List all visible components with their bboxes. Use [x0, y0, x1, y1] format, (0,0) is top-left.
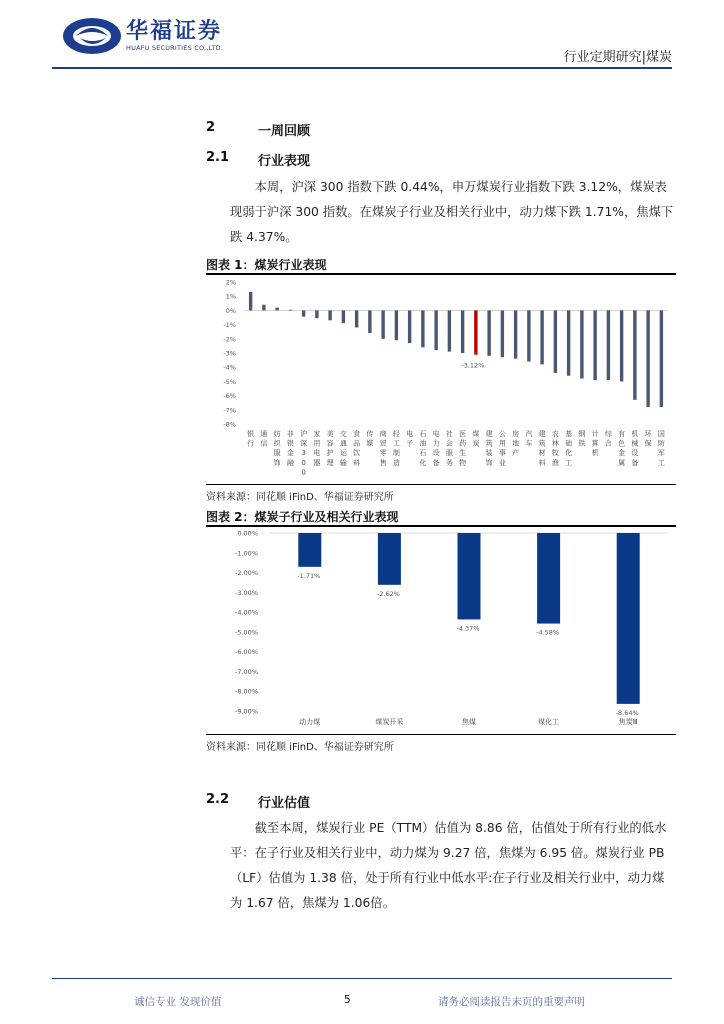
y-tick-label: -3.00% [235, 588, 258, 597]
section-2-title: 一周回顾 [258, 124, 311, 139]
y-tick-label: -1.00% [235, 549, 258, 558]
x-tick-label: 食 [353, 430, 361, 438]
x-tick-label: 动力煤 [299, 718, 321, 726]
x-tick-label: 钢 [578, 430, 586, 438]
bar-轻工制造 [395, 310, 398, 340]
x-tick-label: 煤 [472, 430, 480, 438]
x-tick-label: 轻 [392, 430, 400, 438]
bar-钢铁 [580, 310, 583, 378]
x-tick-label: 饰 [273, 458, 281, 467]
x-tick-label: 汽 [525, 430, 533, 438]
bar-电子 [408, 310, 411, 343]
valuation-text: 截至本周，煤炭行业 PE（TTM）估值为 8.86 倍，估值处于所有行业的低水平：在子行业及相关行业中，动力煤为 9.27 倍，焦煤为 6.95 倍。煤炭行业 PB（LF）估值为 1.38 倍，处于所有行业中低水平:在子行业及相关行业中，动力煤为 1.67 倍，焦煤为 1.06倍。 [230, 821, 667, 910]
x-tick-label: 焦煤 [462, 718, 476, 726]
x-tick-label: 力 [432, 439, 440, 448]
bar-社会服务 [448, 310, 451, 351]
x-tick-label: 保 [644, 439, 652, 448]
bar-公用事业 [501, 310, 504, 357]
bar-纺织服饰 [275, 308, 278, 311]
y-tick-label: -7.00% [235, 667, 258, 676]
footer-divider [52, 978, 672, 979]
bar-传媒 [368, 310, 371, 333]
bar-交通运输 [342, 310, 345, 323]
bar-动力煤 [298, 533, 321, 567]
x-tick-label: 通 [260, 430, 268, 438]
x-tick-label: 属 [618, 458, 626, 467]
x-tick-label: 备 [631, 458, 639, 467]
x-tick-label: 子 [406, 439, 414, 448]
x-tick-label: 深 [300, 439, 308, 448]
bar-房地产 [514, 310, 517, 358]
bar-食品饮料 [355, 310, 358, 327]
bar-焦炭Ⅲ [617, 533, 640, 704]
bar-环保 [646, 310, 649, 407]
x-tick-label: 煤化工 [538, 718, 560, 726]
x-tick-label: 化 [419, 458, 427, 467]
x-tick-label: 运 [339, 449, 347, 458]
header-divider [52, 67, 672, 69]
x-tick-label: 银 [247, 430, 255, 438]
coal-industry-performance-chart [206, 276, 676, 482]
x-tick-label: 防 [657, 439, 665, 448]
data-label: -4.58% [536, 628, 560, 637]
y-tick-label: -2% [223, 335, 236, 344]
x-tick-label: 色 [618, 439, 626, 448]
y-tick-label: -6% [223, 392, 236, 401]
y-tick-label: -2.00% [235, 569, 258, 578]
logo-english-name: HUAFU SECURITIES CO.,LTD. [126, 44, 224, 52]
x-tick-label: 用 [313, 439, 321, 448]
bar-煤炭开采 [378, 533, 401, 585]
y-tick-label: -4.00% [235, 608, 258, 617]
data-label: -2.62% [376, 589, 400, 598]
bar-医药生物 [461, 310, 464, 353]
x-tick-label: 产 [512, 449, 520, 458]
bar-家用电器 [315, 310, 318, 318]
x-tick-label: 基 [565, 430, 573, 438]
valuation-paragraph [230, 816, 676, 916]
bar-有色金属 [620, 310, 623, 381]
x-tick-label: 铁 [578, 439, 586, 448]
x-tick-label: 服 [273, 449, 281, 458]
bar-沪深300 [302, 310, 305, 316]
logo-chinese-name: 华福证券 [126, 19, 223, 44]
x-tick-label: 用 [498, 439, 506, 448]
x-tick-label: 电 [432, 430, 440, 438]
x-tick-label: 非 [286, 430, 294, 438]
x-tick-label: 纺 [273, 430, 281, 438]
x-tick-label: 美 [326, 430, 334, 438]
x-tick-label: 社 [445, 430, 453, 438]
performance-paragraph [230, 175, 676, 250]
x-tick-label: 制 [392, 449, 400, 458]
data-label: -4.37% [456, 624, 480, 633]
x-tick-label: 化 [565, 449, 573, 458]
x-tick-label: 牧 [551, 449, 559, 458]
bar-机械设备 [633, 310, 636, 399]
x-tick-label: 设 [432, 449, 440, 458]
y-tick-label: 1% [225, 292, 236, 301]
x-tick-label: 地 [512, 439, 520, 448]
x-tick-label: 会 [445, 439, 453, 448]
report-type: 行业定期研究|煤炭 [563, 50, 672, 65]
x-tick-label: 房 [512, 430, 520, 438]
x-tick-label: 3 [301, 449, 306, 458]
x-tick-label: 电 [313, 449, 321, 458]
figure-2-bottom-rule [206, 734, 676, 735]
section-2-2-title: 行业估值 [258, 796, 311, 811]
y-tick-label: -6.00% [235, 648, 258, 657]
x-tick-label: 品 [353, 439, 361, 448]
x-tick-label: 0 [301, 468, 306, 477]
bar-国防军工 [660, 310, 663, 407]
y-tick-label: -8% [223, 420, 236, 429]
x-tick-label: 石 [419, 449, 427, 458]
bar-商贸零售 [381, 310, 384, 338]
footer-disclaimer: 请务必阅读报告末页的重要声明 [438, 996, 585, 1008]
huafu-logo-icon [62, 16, 124, 56]
x-tick-label: 机 [591, 449, 599, 458]
x-tick-label: 渔 [551, 458, 559, 467]
bar-建筑材料 [540, 310, 543, 364]
highlight-data-label: -3.12% [461, 361, 485, 370]
figure-1-top-rule [206, 273, 676, 275]
x-tick-label: 械 [631, 439, 639, 448]
x-tick-label: 事 [498, 449, 506, 458]
section-2-2-number: 2.2 [206, 792, 230, 807]
x-tick-label: 通 [339, 439, 347, 448]
bar-农林牧渔 [554, 310, 557, 372]
y-tick-label: -9.00% [235, 707, 258, 716]
section-2-1-number: 2.1 [206, 150, 230, 165]
x-tick-label: 交 [339, 430, 347, 438]
figure-2-source: 资料来源：同花顺 iFinD、华福证券研究所 [206, 742, 394, 753]
bar-基础化工 [567, 310, 570, 375]
x-tick-label: 银 [286, 439, 294, 448]
y-tick-label: -5% [223, 377, 236, 386]
y-tick-label: 0.00% [237, 529, 258, 538]
x-tick-label: 金 [618, 449, 626, 458]
x-tick-label: 国 [657, 430, 665, 438]
x-tick-label: 石 [419, 430, 427, 438]
figure-2-top-rule [206, 525, 676, 527]
y-tick-label: -3% [223, 349, 236, 358]
x-tick-label: 沪 [300, 430, 308, 438]
x-tick-label: 备 [432, 458, 440, 467]
x-tick-label: 筑 [485, 439, 493, 448]
x-tick-label: 媒 [366, 439, 374, 448]
x-tick-label: 药 [459, 439, 467, 448]
x-tick-label: 物 [459, 458, 467, 467]
x-tick-label: 理 [326, 458, 334, 467]
x-tick-label: 焦炭Ⅲ [618, 718, 638, 726]
bar-煤化工 [537, 533, 560, 624]
bar-焦煤 [458, 533, 481, 619]
x-tick-label: 军 [657, 449, 665, 458]
x-tick-label: 工 [565, 458, 573, 467]
y-tick-label: 0% [225, 306, 236, 315]
x-tick-label: 车 [525, 439, 533, 448]
bar-石油石化 [421, 310, 424, 347]
x-tick-label: 贸 [379, 439, 387, 448]
x-tick-label: 信 [260, 439, 268, 448]
x-tick-label: 工 [392, 439, 400, 448]
bar-建筑装饰 [487, 310, 490, 355]
y-tick-label: -4% [223, 363, 236, 372]
y-tick-label: -5.00% [235, 628, 258, 637]
x-tick-label: 础 [565, 439, 573, 448]
x-tick-label: 装 [485, 449, 493, 458]
bar-通信 [262, 305, 265, 311]
bar-非银金融 [289, 310, 292, 311]
x-tick-label: 综 [604, 430, 612, 438]
x-tick-label: 生 [459, 449, 467, 458]
x-tick-label: 服 [445, 449, 453, 458]
x-tick-label: 煤炭开采 [375, 718, 404, 726]
y-tick-label: 2% [225, 278, 236, 287]
x-tick-label: 炭 [472, 439, 480, 448]
x-tick-label: 商 [379, 430, 387, 438]
x-tick-label: 务 [445, 458, 453, 467]
x-tick-label: 医 [459, 430, 467, 438]
x-tick-label: 0 [301, 458, 306, 467]
footer-slogan: 诚信专业 发现价值 [134, 996, 222, 1008]
x-tick-label: 算 [591, 439, 599, 448]
x-tick-label: 筑 [538, 439, 546, 448]
x-tick-label: 合 [604, 439, 612, 448]
x-tick-label: 建 [538, 430, 546, 438]
x-tick-label: 建 [485, 430, 493, 438]
x-tick-label: 农 [551, 430, 559, 438]
x-tick-label: 饰 [485, 458, 493, 467]
x-tick-label: 织 [273, 439, 281, 448]
x-tick-label: 工 [657, 458, 665, 467]
x-tick-label: 融 [286, 458, 294, 467]
x-tick-label: 林 [551, 439, 559, 448]
x-tick-label: 金 [286, 449, 294, 458]
y-tick-label: -8.00% [235, 687, 258, 696]
bar-电力设备 [434, 310, 437, 350]
bar-美容护理 [328, 310, 331, 320]
x-tick-label: 环 [644, 430, 652, 438]
y-tick-label: -1% [223, 321, 236, 330]
x-tick-label: 设 [631, 449, 639, 458]
x-tick-label: 器 [313, 458, 321, 467]
x-tick-label: 电 [406, 430, 414, 438]
x-tick-label: 护 [326, 449, 334, 458]
data-label: -8.64% [615, 708, 639, 717]
x-tick-label: 有 [618, 430, 626, 438]
y-tick-label: -7% [223, 406, 236, 415]
x-tick-label: 料 [538, 458, 546, 467]
bar-汽车 [527, 310, 530, 361]
x-tick-label: 公 [498, 430, 506, 438]
section-2-number: 2 [206, 120, 216, 135]
page-number: 5 [344, 994, 351, 1006]
section-2-1-title: 行业表现 [258, 154, 311, 169]
bar-煤炭 [474, 310, 477, 354]
x-tick-label: 家 [313, 430, 321, 438]
figure-1-source: 资料来源：同花顺 iFinD、华福证券研究所 [206, 492, 394, 503]
x-tick-label: 零 [379, 449, 387, 458]
x-tick-label: 料 [353, 458, 361, 467]
x-tick-label: 售 [379, 458, 387, 467]
x-tick-label: 机 [631, 430, 639, 438]
performance-text: 本周，沪深 300 指数下跌 0.44%，申万煤炭行业指数下跌 3.12%，煤炭表现弱于沪深 300 指数。在煤炭子行业及相关行业中，动力煤下跌 1.71%，焦煤下跌 4.37%。 [230, 180, 674, 244]
bar-综合 [607, 310, 610, 380]
x-tick-label: 造 [392, 458, 400, 467]
x-tick-label: 业 [498, 458, 506, 467]
bar-计算机 [593, 310, 596, 380]
coal-subindustry-performance-chart [206, 528, 676, 732]
figure-1-title: 图表 1：煤炭行业表现 [206, 258, 327, 272]
x-tick-label: 输 [339, 458, 347, 467]
x-tick-label: 传 [366, 430, 374, 438]
figure-1-bottom-rule [206, 484, 676, 485]
figure-2-title: 图表 2：煤炭子行业及相关行业表现 [206, 510, 399, 524]
x-tick-label: 材 [538, 449, 546, 458]
x-tick-label: 饮 [353, 449, 361, 458]
x-tick-label: 油 [419, 439, 427, 448]
x-tick-label: 行 [247, 439, 255, 448]
x-tick-label: 计 [591, 430, 599, 438]
data-label: -1.71% [297, 571, 321, 580]
bar-银行 [249, 292, 252, 310]
x-tick-label: 容 [326, 439, 334, 448]
